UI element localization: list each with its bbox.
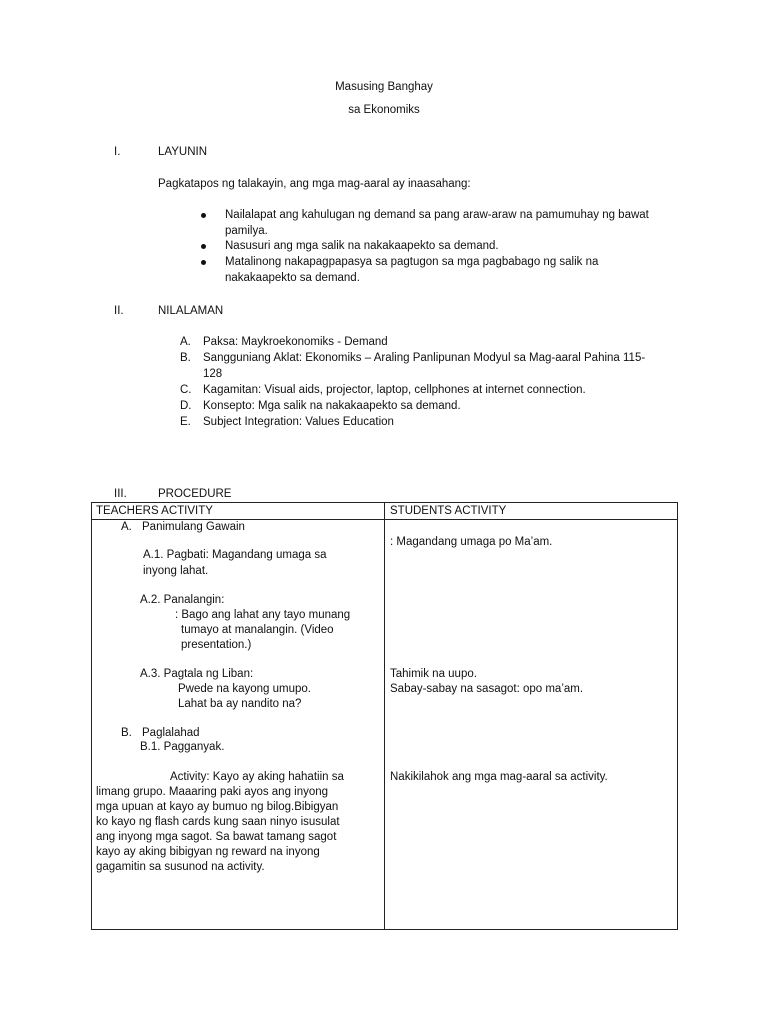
step-a2-line-3: presentation.) (181, 639, 252, 651)
step-a3-line-1: Pwede na kayong umupo. (178, 683, 311, 695)
step-a3-title: A.3. Pagtala ng Liban: (140, 668, 254, 680)
step-a2-line-2: tumayo at manalangin. (Video (181, 624, 334, 636)
content-item-concept: Konsepto: Mga salik na nakakaapekto sa demand. (203, 400, 461, 412)
content-item-letter: B. (180, 352, 191, 364)
step-a2-line-1: : Bago ang lahat any tayo munang (175, 609, 351, 621)
bullet-icon (201, 244, 206, 249)
objective-1: Nailalapat ang kahulugan ng demand sa pang araw-araw na pamumuhay ng bawat pamilya. (225, 209, 649, 237)
document-subtitle: sa Ekonomiks (348, 104, 420, 116)
section-2-numeral: II. (114, 305, 124, 317)
step-a-title: Panimulang Gawain (142, 521, 245, 533)
teachers-activity-header: TEACHERS ACTIVITY (96, 505, 213, 517)
section-3-numeral: III. (114, 488, 127, 500)
procedure-table (91, 502, 678, 930)
content-item-letter: D. (180, 400, 192, 412)
activity-line: limang grupo. Maaaring paki ayos ang inyong (96, 786, 329, 798)
section-1-numeral: I. (114, 146, 121, 158)
student-response-sit: Tahimik na uupo. (390, 668, 477, 680)
section-3-heading: PROCEDURE (158, 488, 232, 500)
activity-line: ang inyong mga sagot. Sa bawat tamang sagot (96, 831, 337, 843)
step-a1-line-2: inyong lahat. (143, 565, 209, 577)
step-a1-line-1: A.1. Pagbati: Magandang umaga sa (143, 549, 327, 561)
content-item-topic: Paksa: Maykroekonomiks - Demand (203, 336, 388, 348)
step-a-letter: A. (121, 521, 132, 533)
content-item-integration: Subject Integration: Values Education (203, 416, 394, 428)
section-2-heading: NILALAMAN (158, 305, 224, 317)
content-item-letter: A. (180, 336, 191, 348)
activity-line: kayo ay aking bibigyan ng reward na inyong (96, 846, 320, 858)
activity-line: ko kayo ng flash cards kung saan ninyo isusulat (96, 816, 340, 828)
step-b-letter: B. (121, 727, 132, 739)
section-1-intro: Pagkatapos ng talakayin, ang mga mag-aaral ay inaasahang: (158, 178, 471, 190)
document-title: Masusing Banghay (335, 81, 433, 93)
student-response-answer: Sabay-sabay na sasagot: opo ma’am. (390, 683, 584, 695)
step-a3-line-2: Lahat ba ay nandito na? (178, 698, 302, 710)
step-a2-title: A.2. Panalangin: (140, 594, 225, 606)
bullet-icon (201, 213, 206, 218)
objective-2: Nasusuri ang mga salik na nakakaapekto sa demand. (225, 240, 499, 252)
activity-line: gagamitin sa susunod na activity. (96, 861, 265, 873)
students-activity-header: STUDENTS ACTIVITY (390, 505, 507, 517)
bullet-icon (201, 260, 206, 265)
objective-3: Matalinong nakapagpapasya sa pagtugon sa mga pagbabago ng salik na nakakaapekto sa demand. (225, 256, 599, 284)
student-response-activity: Nakikilahok ang mga mag-aaral sa activity. (390, 771, 608, 783)
table-column-divider (384, 503, 385, 929)
step-b-title: Paglalahad (142, 727, 200, 739)
activity-line: mga upuan at kayo ay bumuo ng bilog.Bibigyan (96, 801, 339, 813)
content-item-letter: E. (180, 416, 191, 428)
content-item-letter: C. (180, 384, 192, 396)
content-item-reference: Sangguniang Aklat: Ekonomiks – Araling Panlipunan Modyul sa Mag-aaral Pahina 115-128 (203, 352, 646, 380)
section-1-heading: LAYUNIN (158, 146, 207, 158)
content-item-materials: Kagamitan: Visual aids, projector, laptop, cellphones at internet connection. (203, 384, 586, 396)
student-response-greeting: : Magandang umaga po Ma’am. (390, 536, 553, 548)
activity-line-first: Activity: Kayo ay aking hahatiin sa (170, 771, 344, 783)
step-b1-title: B.1. Pagganyak. (140, 741, 225, 753)
